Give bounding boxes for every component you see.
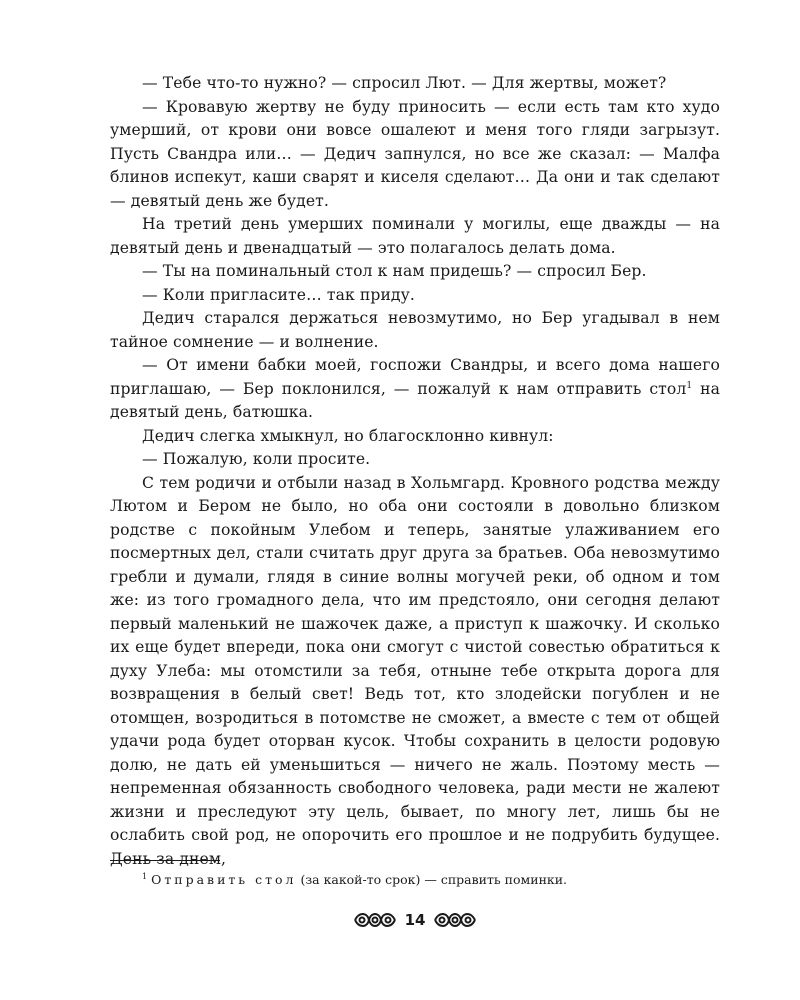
page-footer bbox=[350, 905, 480, 935]
paragraph: Дедич слегка хмыкнул, но благосклонно кивнул: bbox=[142, 426, 554, 445]
paragraph: На третий день умерших поминали у могилы, еще дважды — на девятый день и двенадцатый — это полагалось делать дома. bbox=[110, 215, 720, 257]
paragraph-text: — От имени бабки моей, госпожи Свандры, и всего дома нашего приглашаю, — Бер поклонился, — пожалуй к нам отправить стол bbox=[110, 356, 720, 398]
paragraph-with-footnote-ref bbox=[110, 354, 720, 425]
paragraph: С тем родичи и отбыли назад в Хольмгард. Кровного родства между Лютом и Бером не было, но оба они состояли в довольно близком родстве с покойным Улебом и теперь, занятые улаживанием его посмертных дел, стали считать друг друга за братьев. Оба невозмутимо гребли и думали, глядя в синие волны могучей реки, об одном и том же: из того громадного дела, что им предстояло, они сегодня делают первый маленький не шажочек даже, а приступ к шажочку. И сколько их еще будет впереди, пока они смогут с чистой совестью обратиться к духу Улеба: мы отомстили за тебя, отныне тебе открыта дорога для возвращения в белый свет! Ведь тот, кто злодейски погублен и не отомщен, возродиться в потомстве не сможет, а вместе с тем от общей удачи рода будет оторван кусок. Чтобы сохранить в целости родовую долю, не дать ей уменьшиться — ничего не жаль. Поэтому месть — непременная обязанность свободного человека, ради мести не жалеют жизни и преследуют эту цель, бывает, по многу лет, лишь бы не ослабить свой род, не опорочить его прошлое и не подрубить будущее. День за днем, bbox=[110, 473, 720, 868]
footnote-text: (за какой-то срок) — справить поминки. bbox=[296, 872, 568, 887]
paragraph: — Кровавую жертву не буду приносить — если есть там кто худо умерший, от крови они вовсе ошалеют и меня того гляди загрызут. Пусть Свандра или… — Дедич запнулся, но все же сказал: — Малфа блинов испекут, каши сварят и киселя сделают… Да они и так сделают — девятый день же будет. bbox=[110, 97, 720, 210]
paragraph: Дедич старался держаться невозмутимо, но Бер угадывал в нем тайное сомнение — и волнение. bbox=[110, 309, 720, 351]
left-ornament-icon bbox=[353, 909, 397, 931]
footnote-number: 1 bbox=[142, 871, 148, 881]
main-text bbox=[110, 72, 720, 871]
paragraph: — Тебе что-то нужно? — спросил Лют. — Для жертвы, может? bbox=[142, 74, 667, 92]
paragraph: — Пожалую, коли просите. bbox=[142, 450, 371, 468]
footnote-divider bbox=[110, 860, 220, 861]
paragraph: — Ты на поминальный стол к нам придешь? — спросил Бер. bbox=[142, 262, 647, 280]
page-number: 14 bbox=[404, 911, 426, 929]
footnote-reference: 1 bbox=[686, 380, 693, 391]
paragraph-text: на девятый день, батюшка. bbox=[110, 379, 720, 421]
footnote bbox=[110, 872, 720, 888]
right-ornament-icon bbox=[433, 909, 477, 931]
footnote-term: Отправить стол bbox=[151, 872, 297, 887]
paragraph: — Коли пригласите… так приду. bbox=[142, 285, 415, 304]
